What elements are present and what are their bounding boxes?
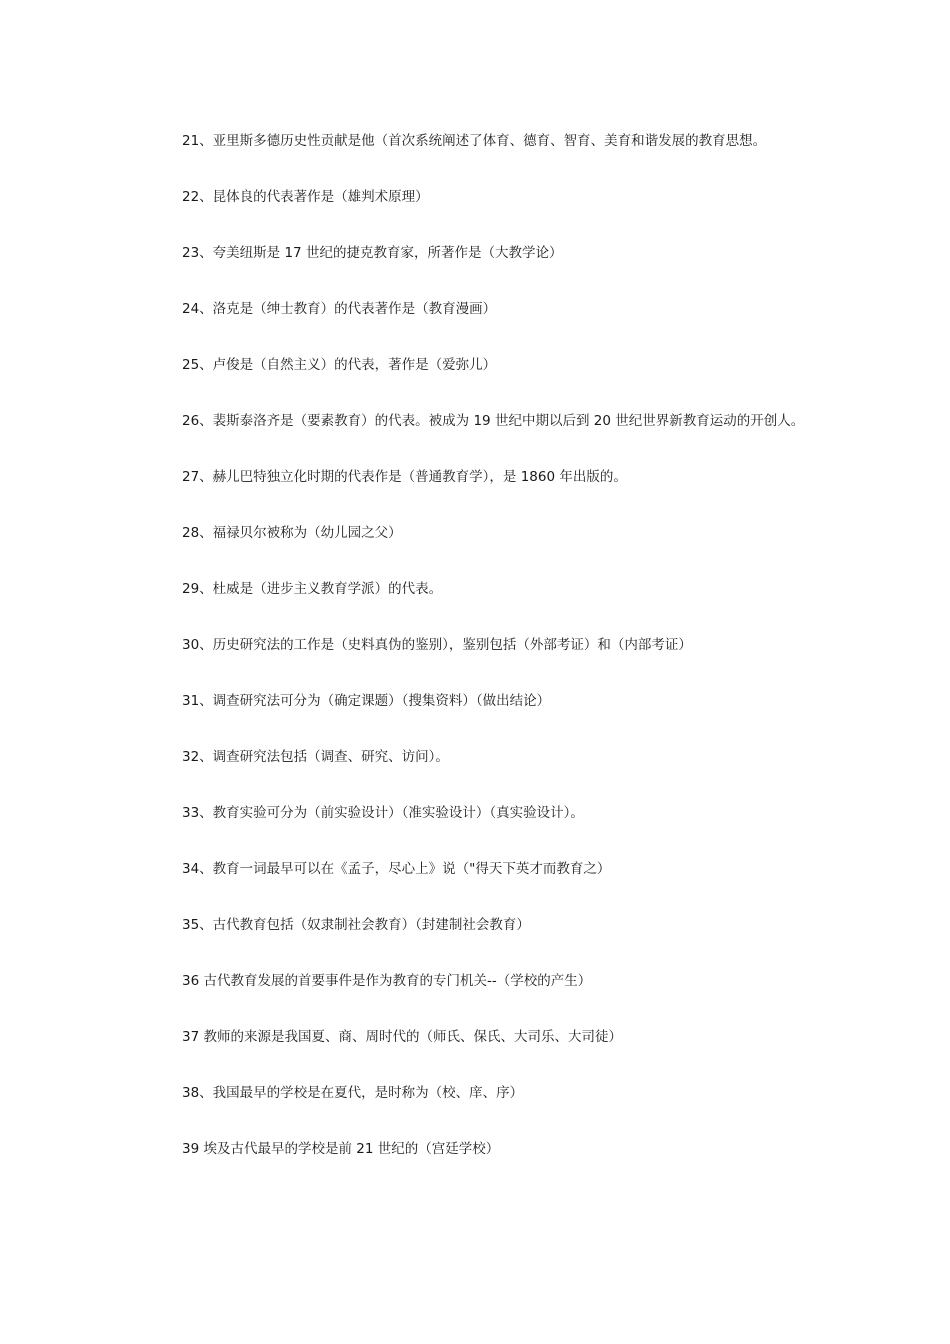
list-item: 21、亚里斯多德历史性贡献是他（首次系统阐述了体育、德育、智育、美育和谐发展的教育思想。: [182, 133, 767, 149]
list-item: 30、历史研究法的工作是（史料真伪的鉴别），鉴别包括（外部考证）和（内部考证）: [182, 637, 692, 653]
list-item: 31、调查研究法可分为（确定课题）（搜集资料）（做出结论）: [182, 693, 551, 709]
list-item: 33、教育实验可分为（前实验设计）（准实验设计）（真实验设计）。: [182, 805, 584, 821]
list-item: 32、调查研究法包括（调查、研究、访问）。: [182, 749, 449, 765]
list-item: 36 古代教育发展的首要事件是作为教育的专门机关--（学校的产生）: [182, 973, 592, 989]
document-body: [143, 127, 813, 1191]
list-item: 29、杜威是（进步主义教育学派）的代表。: [182, 581, 443, 597]
list-item: 38、我国最早的学校是在夏代，是时称为（校、庠、序）: [182, 1085, 524, 1101]
list-item: 34、教育一词最早可以在《孟子，尽心上》说（"得天下英才而教育之）: [182, 861, 611, 877]
list-item: 26、裴斯泰洛齐是（要素教育）的代表。被成为 19 世纪中期以后到 20 世纪世界新教育运动的开创人。: [182, 413, 805, 429]
list-item: 25、卢俊是（自然主义）的代表，著作是（爱弥儿）: [182, 357, 497, 373]
list-item: 27、赫儿巴特独立化时期的代表作是（普通教育学），是 1860 年出版的。: [182, 469, 627, 485]
list-item: 37 教师的来源是我国夏、商、周时代的（师氏、保氏、大司乐、大司徒）: [182, 1029, 622, 1045]
list-item: 28、福禄贝尔被称为（幼儿园之父）: [182, 525, 402, 541]
list-item: 35、古代教育包括（奴隶制社会教育）（封建制社会教育）: [182, 917, 530, 933]
list-item: 23、夸美纽斯是 17 世纪的捷克教育家，所著作是（大教学论）: [182, 245, 563, 261]
list-item: 24、洛克是（绅士教育）的代表著作是（教育漫画）: [182, 301, 497, 317]
list-item: 22、昆体良的代表著作是（雄判术原理）: [182, 189, 429, 205]
list-item: 39 埃及古代最早的学校是前 21 世纪的（宫廷学校）: [182, 1141, 500, 1157]
